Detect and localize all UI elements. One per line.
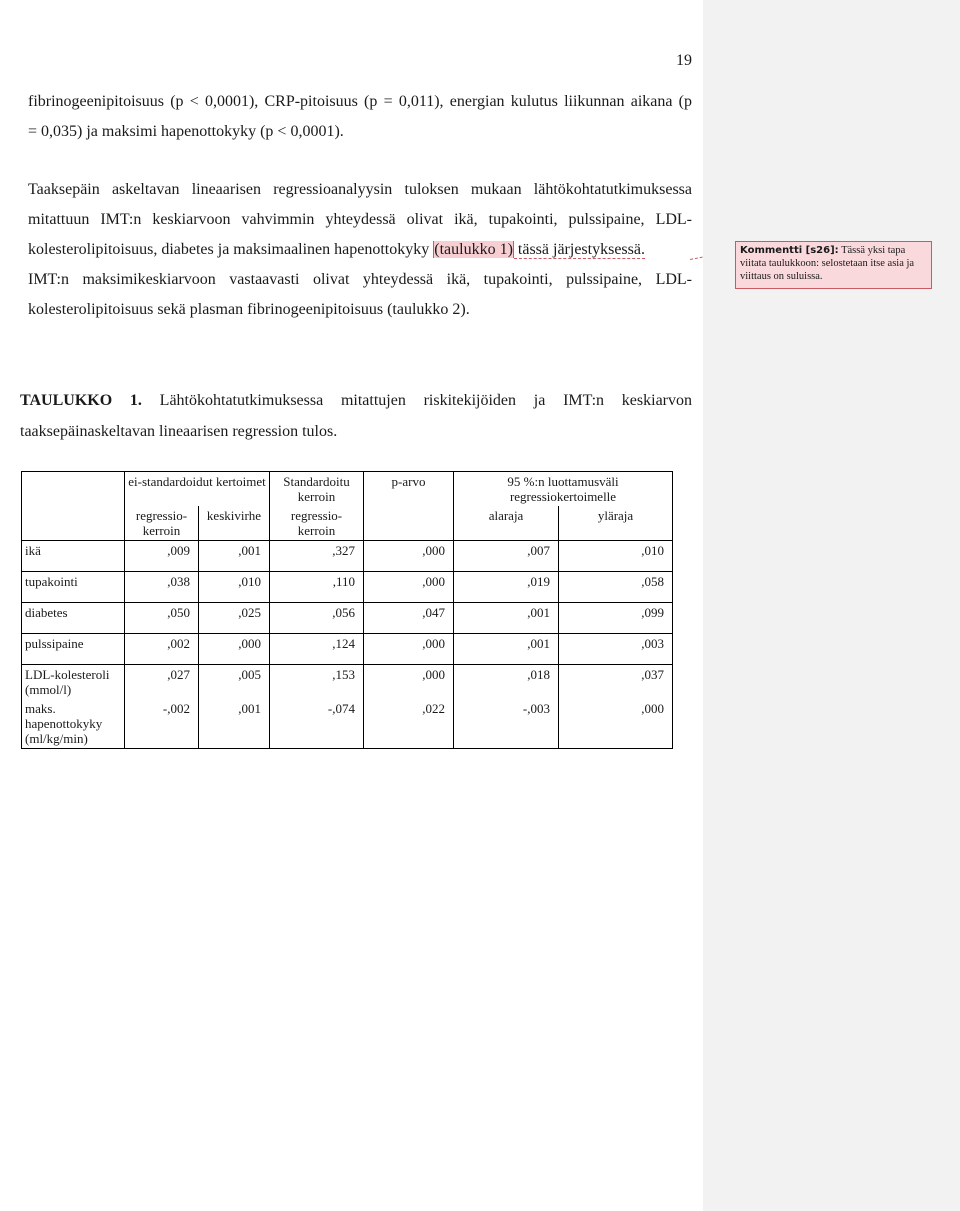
subheader-upper-bound: yläraja [559, 506, 673, 541]
cell-se: ,025 [199, 603, 270, 634]
text-line: kolesterolipitoisuus sekä plasman fibrinogeenipitoisuus (taulukko 2). [28, 301, 470, 318]
cell-lower: ,018 [454, 665, 559, 700]
text-line: fibrinogeenipitoisuus (p < 0,0001), CRP-pitoisuus (p = 0,011), energian kulutus liikunnan aikana (p [28, 93, 692, 110]
text-line: IMT:n maksimikeskiarvoon vastaavasti olivat yhteydessä ikä, tupakointi, pulssipaine, LDL- [28, 271, 692, 288]
comment-anchor-highlight[interactable]: (taulukko 1) [434, 241, 513, 258]
cell-b: ,050 [125, 603, 199, 634]
row-label: ikä [22, 541, 125, 572]
caption-text: Lähtökohtatutkimuksessa mitattujen riskitekijöiden ja IMT:n keskiarvon [141, 392, 693, 409]
cell-b: ,038 [125, 572, 199, 603]
header-p-value: p-arvo [364, 472, 454, 507]
header-confidence-interval: 95 %:n luottamusväli regressiokertoimelle [454, 472, 673, 507]
subheader-lower-bound: alaraja [454, 506, 559, 541]
table-row [22, 699, 673, 749]
cell-se: ,000 [199, 634, 270, 665]
cell-beta: ,056 [270, 603, 364, 634]
cell-lower: ,019 [454, 572, 559, 603]
cell-beta: -,074 [270, 699, 364, 749]
cell-se: ,005 [199, 665, 270, 700]
cell-p: ,000 [364, 665, 454, 700]
subheader-empty [364, 506, 454, 541]
text-line: mitattuun IMT:n keskiarvoon vahvimmin yhteydessä olivat ikä, tupakointi, pulssipaine, LDL- [28, 211, 692, 228]
table-row [22, 541, 673, 572]
cell-p: ,000 [364, 541, 454, 572]
comment-text: Tässä yksi tapa viitata taulukkoon: selostetaan itse asia ja viittaus on suluissa. [740, 245, 915, 282]
cell-se: ,001 [199, 541, 270, 572]
cell-upper: ,003 [559, 634, 673, 665]
table-row [22, 572, 673, 603]
cell-upper: ,058 [559, 572, 673, 603]
cell-b: ,002 [125, 634, 199, 665]
cell-b: ,027 [125, 665, 199, 700]
cell-upper: ,000 [559, 699, 673, 749]
table-corner-cell [22, 506, 125, 541]
cell-b: -,002 [125, 699, 199, 749]
cell-p: ,022 [364, 699, 454, 749]
paragraph-results-continued [28, 87, 692, 147]
cell-lower: ,001 [454, 634, 559, 665]
cell-upper: ,099 [559, 603, 673, 634]
subheader-std-regression-coefficient: regressio-kerroin [270, 506, 364, 541]
cell-upper: ,010 [559, 541, 673, 572]
table-row [22, 634, 673, 665]
text-line: = 0,035) ja maksimi hapenottokyky (p < 0,0001). [28, 123, 344, 140]
text-line: Taaksepäin askeltavan lineaarisen regressioanalyysin tuloksen mukaan lähtökohtatutkimuksessa [28, 181, 692, 198]
subheader-standard-error: keskivirhe [199, 506, 270, 541]
comment-margin-pane [703, 0, 960, 1211]
regression-table [21, 471, 672, 746]
table-caption [20, 385, 692, 447]
header-unstandardized: ei-standardoidut kertoimet [125, 472, 270, 507]
row-label: diabetes [22, 603, 125, 634]
caption-line: taaksepäinaskeltavan lineaarisen regression tulos. [20, 423, 338, 440]
table-corner-cell [22, 472, 125, 507]
cell-p: ,000 [364, 572, 454, 603]
caption-line [20, 385, 692, 416]
row-label: tupakointi [22, 572, 125, 603]
cell-lower: ,001 [454, 603, 559, 634]
subheader-regression-coefficient: regressio-kerroin [125, 506, 199, 541]
text-segment: tässä järjestyksessä. [513, 241, 645, 258]
data-table [21, 471, 673, 749]
cell-upper: ,037 [559, 665, 673, 700]
cell-lower: ,007 [454, 541, 559, 572]
cell-p: ,047 [364, 603, 454, 634]
page-number: 19 [676, 52, 692, 69]
cell-lower: -,003 [454, 699, 559, 749]
text-segment: kolesterolipitoisuus, diabetes ja maksimaalinen hapenottokyky [28, 241, 434, 258]
row-label: pulssipaine [22, 634, 125, 665]
cell-b: ,009 [125, 541, 199, 572]
comment-balloon[interactable] [735, 241, 932, 289]
comment-author: Kommentti [s26]: [740, 245, 839, 256]
cell-se: ,001 [199, 699, 270, 749]
row-label: maks. hapenottokyky (ml/kg/min) [22, 699, 125, 749]
table-row [22, 665, 673, 700]
cell-se: ,010 [199, 572, 270, 603]
cell-beta: ,327 [270, 541, 364, 572]
cell-beta: ,110 [270, 572, 364, 603]
row-label: LDL-kolesteroli (mmol/l) [22, 665, 125, 700]
cell-p: ,000 [364, 634, 454, 665]
header-standardized: Standardoitu kerroin [270, 472, 364, 507]
text-line-with-comment [28, 235, 692, 265]
paragraph-regression [28, 175, 692, 325]
cell-beta: ,124 [270, 634, 364, 665]
cell-beta: ,153 [270, 665, 364, 700]
table-row [22, 603, 673, 634]
caption-label: TAULUKKO 1. [20, 392, 142, 409]
